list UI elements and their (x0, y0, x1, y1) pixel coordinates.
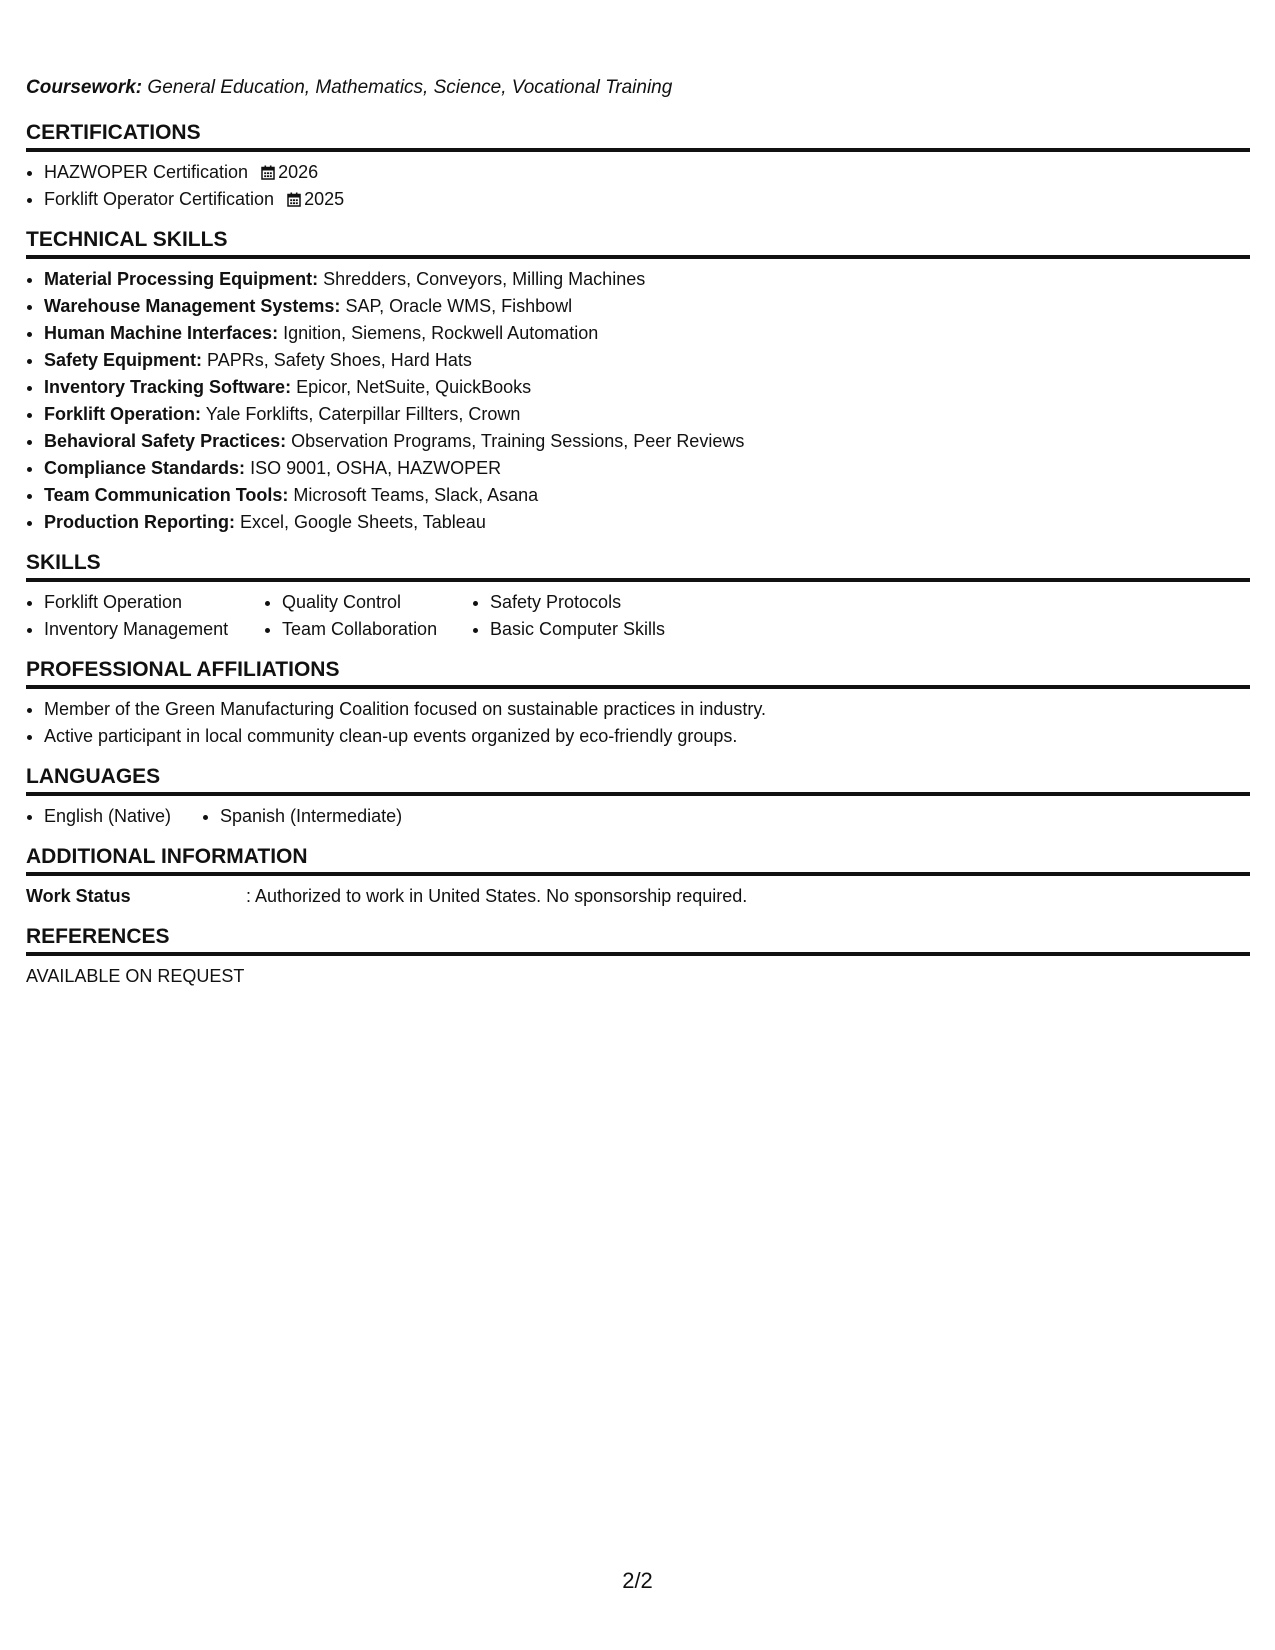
certifications-heading: CERTIFICATIONS (26, 120, 1250, 152)
skills-section (26, 550, 1250, 643)
calendar-icon (287, 192, 301, 207)
technical-skill-item (44, 347, 1250, 374)
skills-column (264, 589, 472, 643)
technical-skill-item (44, 509, 1250, 536)
skill-item: • Safety Protocols (490, 589, 710, 616)
languages-section (26, 764, 1250, 830)
skills-column (472, 589, 710, 643)
technical-skills-list (26, 266, 1250, 536)
languages-heading: LANGUAGES (26, 764, 1250, 796)
additional-info-section (26, 844, 1250, 910)
skill-item: • Quality Control (282, 589, 472, 616)
references-section (26, 924, 1250, 990)
affiliations-list (26, 696, 1250, 750)
work-status-label: Work Status (26, 886, 131, 906)
language-item: • Spanish (Intermediate) (220, 803, 402, 830)
technical-skill-value: PAPRs, Safety Shoes, Hard Hats (207, 350, 472, 370)
certification-item (44, 159, 1250, 186)
technical-skill-label: Forklift Operation: (44, 404, 201, 424)
technical-skill-value: Excel, Google Sheets, Tableau (240, 512, 486, 532)
additional-info-heading: ADDITIONAL INFORMATION (26, 844, 1250, 876)
technical-skill-label: Warehouse Management Systems: (44, 296, 341, 316)
technical-skill-item (44, 266, 1250, 293)
technical-skill-label: Production Reporting: (44, 512, 235, 532)
skill-item: • Inventory Management (44, 616, 264, 643)
technical-skills-section (26, 227, 1250, 536)
technical-skill-value: SAP, Oracle WMS, Fishbowl (345, 296, 573, 316)
technical-skill-value: Ignition, Siemens, Rockwell Automation (283, 323, 599, 343)
certification-year: 2026 (278, 162, 319, 182)
technical-skill-item (44, 293, 1250, 320)
technical-skills-heading: TECHNICAL SKILLS (26, 227, 1250, 259)
technical-skill-value: ISO 9001, OSHA, HAZWOPER (250, 458, 502, 478)
technical-skill-label: Behavioral Safety Practices: (44, 431, 287, 451)
affiliation-item: • Member of the Green Manufacturing Coalition focused on sustainable practices in industry. (44, 696, 1250, 723)
technical-skill-label: Safety Equipment: (44, 350, 203, 370)
references-heading: REFERENCES (26, 924, 1250, 956)
languages-column (26, 803, 202, 830)
technical-skill-item (44, 320, 1250, 347)
technical-skill-value: Observation Programs, Training Sessions, Peer Reviews (291, 431, 745, 451)
skill-item: • Basic Computer Skills (490, 616, 710, 643)
work-status-row (26, 883, 1250, 910)
affiliation-item: • Active participant in local community clean-up events organized by eco-friendly groups. (44, 723, 1250, 750)
skills-heading: SKILLS (26, 550, 1250, 582)
certifications-list (26, 159, 1250, 213)
skills-columns (26, 589, 1250, 643)
technical-skill-value: Yale Forklifts, Caterpillar Fillters, Crown (205, 404, 521, 424)
technical-skill-item (44, 482, 1250, 509)
languages-row (26, 803, 1250, 830)
references-text: AVAILABLE ON REQUEST (26, 966, 245, 986)
technical-skill-label: Compliance Standards: (44, 458, 246, 478)
technical-skill-item (44, 401, 1250, 428)
technical-skill-label: Team Communication Tools: (44, 485, 289, 505)
certifications-section (26, 120, 1250, 213)
page-number: 2/2 (622, 1568, 653, 1593)
skill-item: • Forklift Operation (44, 589, 264, 616)
technical-skill-item (44, 455, 1250, 482)
work-status-value: : Authorized to work in United States. No sponsorship required. (246, 886, 748, 906)
certification-year: 2025 (304, 189, 345, 209)
coursework-value: General Education, Mathematics, Science, Vocational Training (147, 77, 673, 98)
technical-skill-label: Material Processing Equipment: (44, 269, 319, 289)
skills-column (26, 589, 264, 643)
languages-column (202, 803, 402, 830)
certification-name: HAZWOPER Certification (44, 162, 249, 182)
technical-skill-value: Shredders, Conveyors, Milling Machines (323, 269, 646, 289)
technical-skill-label: Human Machine Interfaces: (44, 323, 279, 343)
technical-skill-label: Inventory Tracking Software: (44, 377, 292, 397)
coursework-line (26, 76, 1250, 100)
technical-skill-value: Microsoft Teams, Slack, Asana (293, 485, 539, 505)
affiliations-heading: PROFESSIONAL AFFILIATIONS (26, 657, 1250, 689)
coursework-label: Coursework: (26, 77, 143, 98)
technical-skill-item (44, 428, 1250, 455)
certification-name: Forklift Operator Certification (44, 189, 275, 209)
resume-page (26, 76, 1250, 1004)
language-item: • English (Native) (44, 803, 202, 830)
certification-item (44, 186, 1250, 213)
calendar-icon (261, 165, 275, 180)
affiliations-section (26, 657, 1250, 750)
technical-skill-value: Epicor, NetSuite, QuickBooks (296, 377, 532, 397)
skill-item: • Team Collaboration (282, 616, 472, 643)
technical-skill-item (44, 374, 1250, 401)
